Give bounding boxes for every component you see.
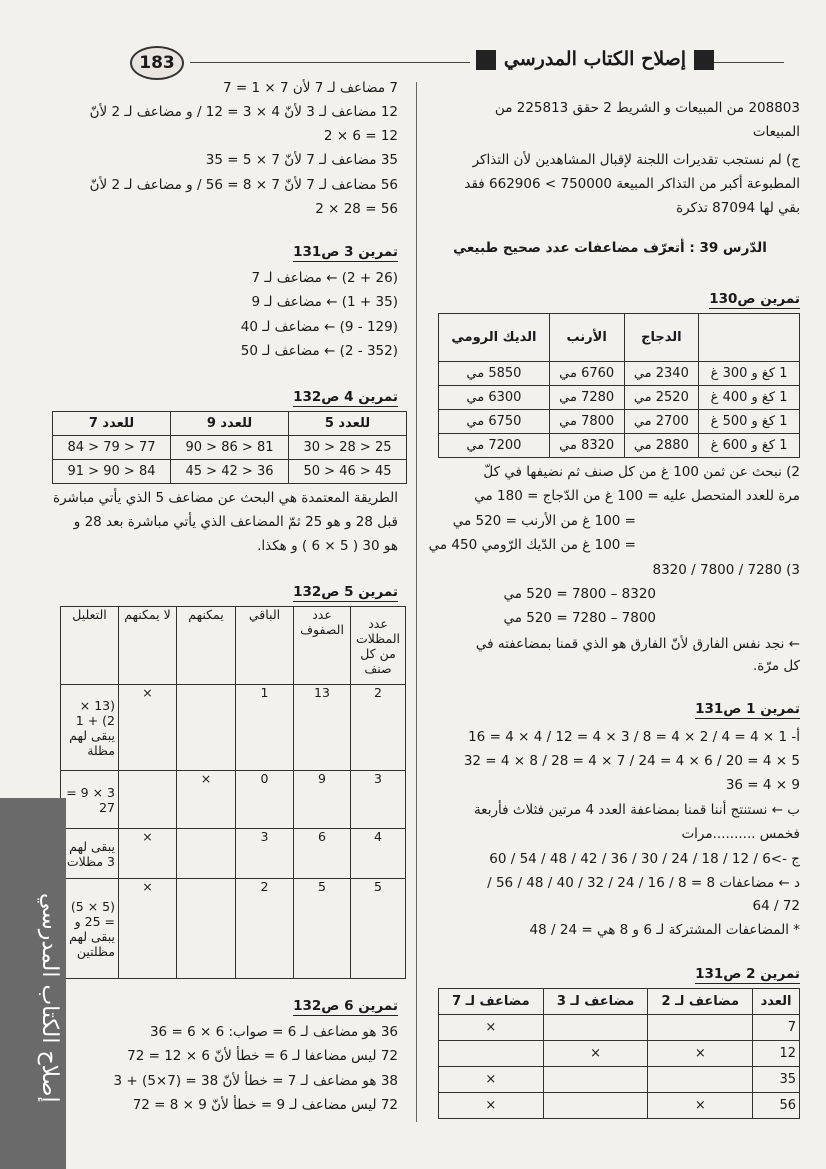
ex131-1-line: 72 / 64 bbox=[752, 898, 800, 914]
table-row bbox=[439, 1093, 800, 1119]
cell: يبقى لهم 3 مظلات bbox=[61, 829, 119, 879]
ex132-4-note: هو 30 ( 5 × 6 ) و هكذا. bbox=[257, 538, 398, 554]
cell: 7800 مي bbox=[549, 410, 624, 434]
cell: 7200 مي bbox=[439, 434, 550, 458]
table-row bbox=[61, 829, 406, 879]
cell: 84 < 90 < 91 bbox=[53, 460, 171, 484]
cell: × bbox=[543, 1041, 648, 1067]
cell: 1 كغ و 400 غ bbox=[699, 386, 800, 410]
cell: (13 × 2) + 1 يبقى لهم مظلة bbox=[61, 685, 119, 771]
cell bbox=[543, 1093, 648, 1119]
cell bbox=[119, 771, 177, 829]
ex130-note: 2) نبحث عن ثمن 100 غ من كل صنف ثم نضيفها في كلّ bbox=[483, 464, 800, 480]
lesson-title: الدّرس 39 : أتعرّف مضاعفات عدد صحيح طبيعي bbox=[453, 240, 767, 256]
ex132-4-table bbox=[52, 411, 407, 484]
col-header: العدد bbox=[753, 989, 800, 1015]
ex132-6-line: 72 ليس مضاعف لـ 9 = خطأ لأنّ 9 × 8 = 72 bbox=[132, 1097, 398, 1113]
table-row bbox=[61, 685, 406, 771]
cell: 6300 مي bbox=[439, 386, 550, 410]
col-header: عدد الصفوف bbox=[294, 607, 351, 685]
table-row bbox=[61, 879, 406, 979]
col-header: للعدد 5 bbox=[289, 412, 407, 436]
ex130-note: 8320 – 7800 = 520 مي bbox=[503, 586, 656, 602]
cell: × bbox=[119, 685, 177, 771]
ex130-note: 3) 7280 / 7800 / 8320 bbox=[652, 562, 800, 578]
table-row bbox=[439, 1041, 800, 1067]
ex131-1-line: فخمس ..........مرات bbox=[681, 826, 800, 842]
cell: 5 bbox=[294, 879, 351, 979]
ex130-note: مرة للعدد المتحصل عليه = 100 غ من الدّجاج = 180 مي bbox=[474, 488, 800, 504]
cell: 3 × 9 = 27 bbox=[61, 771, 119, 829]
col-header: للعدد 7 bbox=[53, 412, 171, 436]
intro-line: المطبوعة أكبر من التذاكر المبيعة 750000 > 662906 فقد bbox=[464, 176, 800, 192]
table-row bbox=[439, 1067, 800, 1093]
cell: 77 < 79 < 84 bbox=[53, 436, 171, 460]
cell: 7 bbox=[753, 1015, 800, 1041]
ex132-4-note: قبل 28 و هو 25 ثمّ المضاعف الذي يأتي مباشرة بعد 28 و bbox=[73, 514, 398, 530]
cell: 0 bbox=[236, 771, 294, 829]
ex130-table bbox=[438, 313, 800, 458]
cell: × bbox=[439, 1067, 544, 1093]
col-header: يمكنهم bbox=[177, 607, 236, 685]
cell: × bbox=[119, 879, 177, 979]
cell: 12 bbox=[753, 1041, 800, 1067]
col-header: مضاعف لـ 7 bbox=[439, 989, 544, 1015]
cell: 1 bbox=[236, 685, 294, 771]
ex131-1-line: 9 × 4 = 36 bbox=[725, 777, 800, 793]
cell: 4 bbox=[351, 829, 406, 879]
ex131-3-line: (35 + 1) ← مضاعف لـ 9 bbox=[251, 294, 398, 310]
ex131-3-heading: تمرين 3 ص131 bbox=[293, 244, 398, 260]
col-header: مضاعف لـ 2 bbox=[648, 989, 753, 1015]
ex131-2-table bbox=[438, 988, 800, 1119]
cell bbox=[177, 829, 236, 879]
cell: 36 < 42 < 45 bbox=[171, 460, 289, 484]
cell: 2520 مي bbox=[624, 386, 699, 410]
ex131-1-line: ب ← نستنتج أننا قمنا بمضاعفة العدد 4 مرتين فثلاث فأربعة bbox=[473, 802, 800, 818]
ex131-1-line: أ- 1 × 4 = 4 / 2 × 4 = 8 / 3 × 4 = 12 / 4 × 4 = 16 bbox=[468, 729, 800, 745]
cell: 5850 مي bbox=[439, 362, 550, 386]
col-header: الباقي bbox=[236, 607, 294, 685]
ex130-note: = 100 غ من الدّيك الرّومي 450 مي bbox=[428, 537, 636, 553]
cell: 6750 مي bbox=[439, 410, 550, 434]
table-row bbox=[439, 386, 800, 410]
side-banner-title: إصلاح الكتاب المدرسي bbox=[37, 893, 62, 1103]
intro-line: بقي لها 87094 تذكرة bbox=[676, 200, 800, 216]
ex131-3-line: (129 - 9) ← مضاعف لـ 40 bbox=[240, 319, 398, 335]
col-header: التعليل bbox=[61, 607, 119, 685]
table-row bbox=[439, 434, 800, 458]
col-header: الديك الرومي bbox=[439, 314, 550, 362]
col-header: الدجاج bbox=[624, 314, 699, 362]
cell: 7280 مي bbox=[549, 386, 624, 410]
ex132-6-line: 38 هو مضاعف لـ 7 = خطأ لأنّ 38 = (7×5) + 3 bbox=[113, 1073, 398, 1089]
cell bbox=[543, 1067, 648, 1093]
cell: 1 كغ و 500 غ bbox=[699, 410, 800, 434]
cell: 35 bbox=[753, 1067, 800, 1093]
ex130-note: ← نجد نفس الفارق لأنّ الفارق هو الذي قمنا بمضاعفته في bbox=[475, 636, 800, 652]
cell: 56 bbox=[753, 1093, 800, 1119]
cell: (5 × 5) = 25 و يبقى لهم مظلتين bbox=[61, 879, 119, 979]
cell: 2880 مي bbox=[624, 434, 699, 458]
ex132-6-heading: تمرين 6 ص132 bbox=[293, 998, 398, 1014]
cell: 6760 مي bbox=[549, 362, 624, 386]
cell: 9 bbox=[294, 771, 351, 829]
cell: × bbox=[648, 1093, 753, 1119]
ex132-5-table bbox=[60, 606, 406, 979]
cell: × bbox=[119, 829, 177, 879]
intro-line: المبيعات bbox=[752, 124, 800, 140]
side-banner bbox=[0, 798, 66, 1169]
ex132-4-note: الطريقة المعتمدة هي البحث عن مضاعف 5 الذي يأتي مباشرة bbox=[53, 490, 398, 506]
cell: 6 bbox=[294, 829, 351, 879]
table-row bbox=[439, 410, 800, 434]
cell: 3 bbox=[236, 829, 294, 879]
col-header: الأرنب bbox=[549, 314, 624, 362]
cell bbox=[648, 1015, 753, 1041]
cell: 13 bbox=[294, 685, 351, 771]
page-number: 183 bbox=[130, 46, 184, 80]
left-line: 12 مضاعف لـ 3 لأنّ 4 × 3 = 12 / و مضاعف لـ 2 لأنّ bbox=[89, 104, 398, 120]
left-line: 56 = 28 × 2 bbox=[315, 201, 398, 217]
left-line: 7 مضاعف لـ 7 لأن 7 × 1 = 7 bbox=[222, 80, 398, 96]
header-title: إصلاح الكتاب المدرسي bbox=[503, 48, 687, 70]
ex130-note: كل مرّة. bbox=[753, 658, 800, 674]
cell: 2340 مي bbox=[624, 362, 699, 386]
ex131-1-heading: تمرين 1 ص131 bbox=[695, 701, 800, 717]
cell: 25 < 28 < 30 bbox=[289, 436, 407, 460]
cell: 2 bbox=[236, 879, 294, 979]
left-line: 35 مضاعف لـ 7 لأنّ 7 × 5 = 35 bbox=[205, 152, 398, 168]
col-header: مضاعف لـ 3 bbox=[543, 989, 648, 1015]
cell: × bbox=[177, 771, 236, 829]
col-header bbox=[699, 314, 800, 362]
cell bbox=[177, 685, 236, 771]
table-row bbox=[53, 436, 407, 460]
ex131-1-line: د ← مضاعفات 8 = 8 / 16 / 24 / 32 / 40 / 48 / 56 / bbox=[487, 875, 800, 891]
col-header: لا يمكنهم bbox=[119, 607, 177, 685]
cell: 8320 مي bbox=[549, 434, 624, 458]
ex131-2-heading: تمرين 2 ص131 bbox=[695, 966, 800, 982]
cell bbox=[177, 879, 236, 979]
ex130-note: = 100 غ من الأرنب = 520 مي bbox=[452, 513, 636, 529]
left-line: 56 مضاعف لـ 7 لأنّ 7 × 8 = 56 / و مضاعف لـ 2 لأنّ bbox=[89, 177, 398, 193]
cell: 2700 مي bbox=[624, 410, 699, 434]
cell: 1 كغ و 600 غ bbox=[699, 434, 800, 458]
ex131-1-line: 5 × 4 = 20 / 6 × 4 = 24 / 7 × 4 = 28 / 8 × 4 = 32 bbox=[463, 753, 800, 769]
table-row bbox=[439, 362, 800, 386]
ex132-6-line: 72 ليس مضاعفا لـ 6 = خطأ لأنّ 6 × 12 = 72 bbox=[127, 1048, 398, 1064]
cell bbox=[648, 1067, 753, 1093]
ex130-heading: تمرين ص130 bbox=[709, 291, 800, 307]
cell: 81 < 86 < 90 bbox=[171, 436, 289, 460]
cell bbox=[439, 1041, 544, 1067]
cell: × bbox=[439, 1093, 544, 1119]
cell: 5 bbox=[351, 879, 406, 979]
cell: 45 < 46 < 50 bbox=[289, 460, 407, 484]
left-line: 12 = 6 × 2 bbox=[323, 128, 398, 144]
col-header: للعدد 9 bbox=[171, 412, 289, 436]
ex131-3-line: (26 + 2) ← مضاعف لـ 7 bbox=[251, 270, 398, 286]
header-decor-icon bbox=[694, 50, 714, 70]
intro-line: 208803 من المبيعات و الشريط 2 حقق 225813 من bbox=[494, 100, 800, 116]
header-rule bbox=[190, 62, 470, 63]
intro-line: ج) لم نستجب تقديرات اللجنة لإقبال المشاهدين لأن التذاكر bbox=[472, 152, 800, 168]
cell bbox=[543, 1015, 648, 1041]
cell: 3 bbox=[351, 771, 406, 829]
cell: × bbox=[648, 1041, 753, 1067]
ex131-1-line: * المضاعفات المشتركة لـ 6 و 8 هي = 24 / 48 bbox=[529, 922, 800, 938]
ex131-1-line: ج ->6 / 12 / 18 / 24 / 30 / 36 / 42 / 48 / 54 / 60 bbox=[489, 851, 800, 867]
ex131-3-line: (352 - 2) ← مضاعف لـ 50 bbox=[240, 343, 398, 359]
ex132-5-heading: تمرين 5 ص132 bbox=[293, 584, 398, 600]
cell: 1 كغ و 300 غ bbox=[699, 362, 800, 386]
col-header: عدد المظلات من كل صنف bbox=[351, 607, 406, 685]
header-decor-icon bbox=[476, 50, 496, 70]
cell: 2 bbox=[351, 685, 406, 771]
table-row bbox=[53, 460, 407, 484]
table-row bbox=[439, 1015, 800, 1041]
header-rule-right bbox=[714, 62, 784, 63]
cell: × bbox=[439, 1015, 544, 1041]
column-divider bbox=[416, 82, 417, 1122]
ex132-4-heading: تمرين 4 ص132 bbox=[293, 389, 398, 405]
table-row bbox=[61, 771, 406, 829]
ex132-6-line: 36 هو مضاعف لـ 6 = صواب: 6 × 6 = 36 bbox=[149, 1024, 398, 1040]
ex130-note: 7800 – 7280 = 520 مي bbox=[503, 610, 656, 626]
